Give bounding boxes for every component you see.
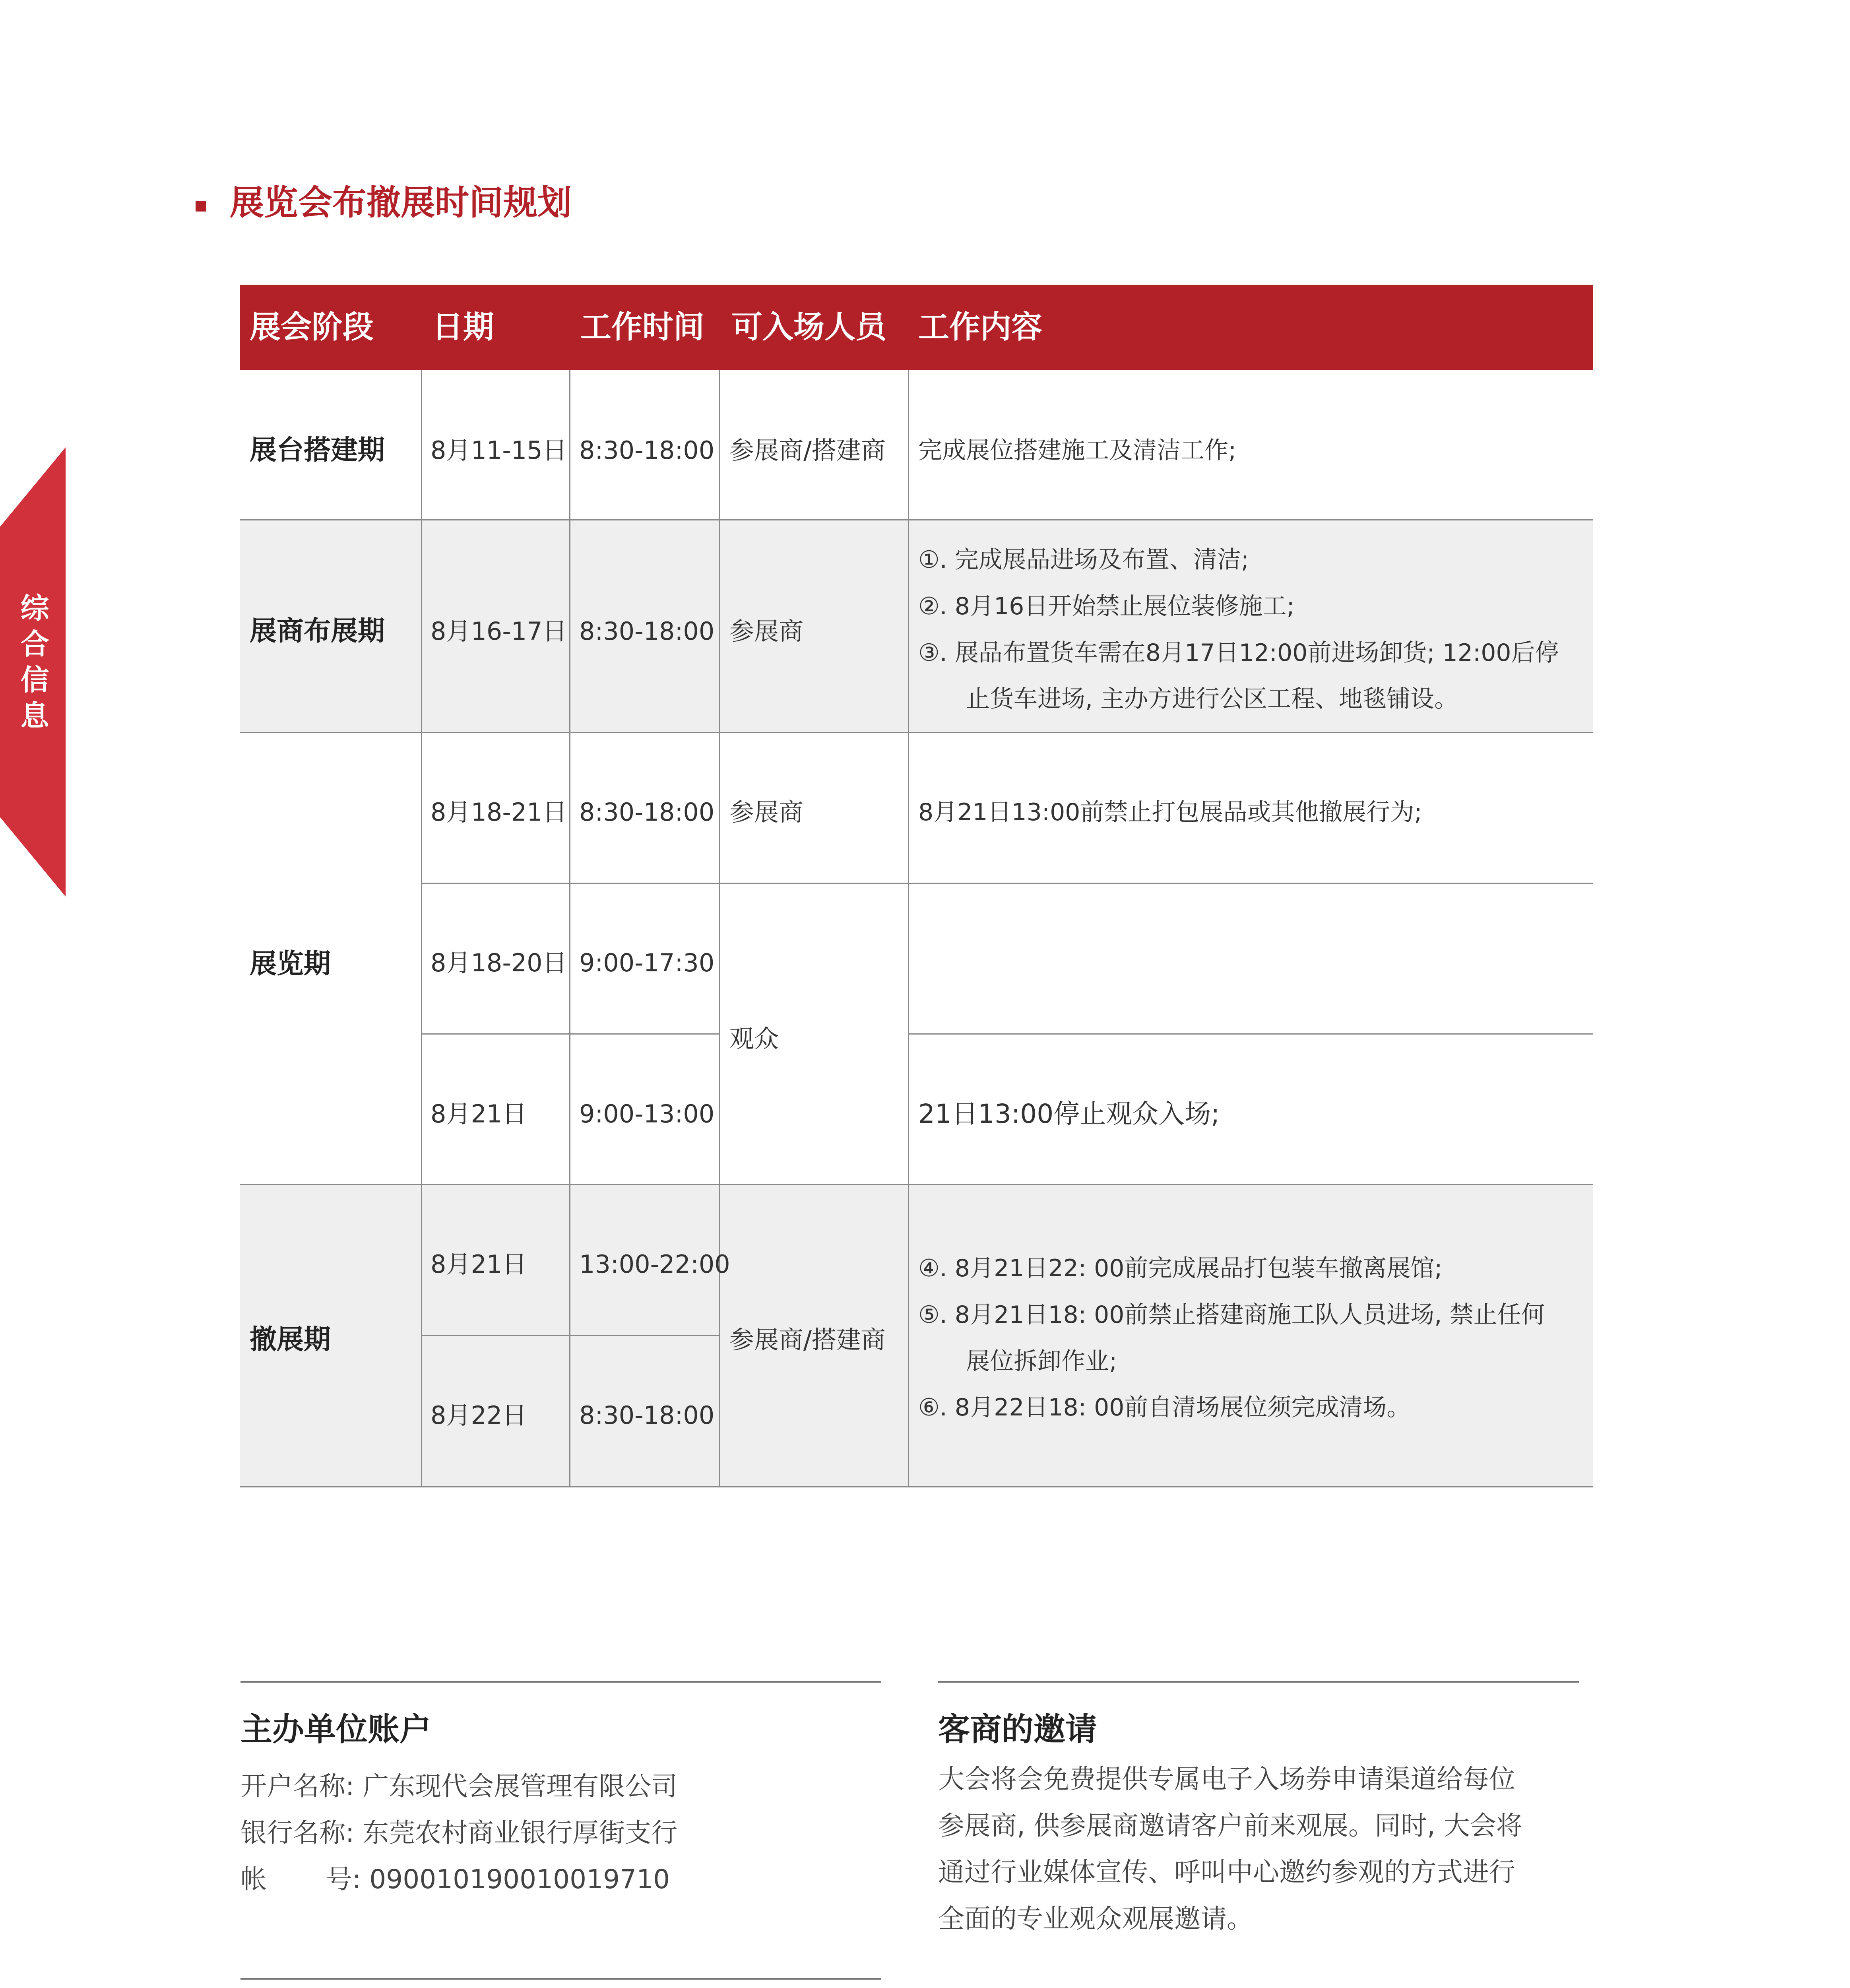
- side-tab-label: 综合信息: [20, 592, 49, 732]
- stage-cell: 撤展期: [250, 1324, 331, 1355]
- column-divider: [421, 370, 422, 1486]
- date-cell: 8月21日: [431, 1250, 527, 1279]
- header-content: 工作内容: [918, 309, 1043, 345]
- content-line: 8月21日13:00前禁止打包展品或其他撤展行为;: [918, 798, 1422, 826]
- content-line: ④. 8月21日22: 00前完成展品打包装车撤离展馆;: [918, 1254, 1443, 1282]
- invite-paragraph-line: 大会将会免费提供专属电子入场券申请渠道给每位: [938, 1764, 1515, 1794]
- time-cell: 8:30-18:00: [579, 436, 715, 465]
- time-cell: 9:00-17:30: [579, 948, 715, 977]
- people-cell: 参展商/搭建商: [729, 436, 886, 465]
- content-line: ③. 展品布置货车需在8月17日12:00前进场卸货; 12:00后停: [918, 639, 1559, 667]
- time-cell: 8:30-18:00: [579, 798, 715, 827]
- organizer-title: 主办单位账户: [240, 1711, 431, 1748]
- content-line: 21日13:00停止观众入场;: [918, 1099, 1220, 1129]
- date-cell: 8月11-15日: [431, 436, 567, 465]
- date-cell: 8月18-20日: [431, 948, 567, 977]
- section-rule: [938, 1681, 1579, 1683]
- content-line: 止货车进场, 主办方进行公区工程、地毯铺设。: [966, 685, 1458, 713]
- people-cell: 参展商: [729, 617, 804, 646]
- organizer-account-label: 帐: [240, 1864, 267, 1895]
- table-bottom-border: [240, 1486, 1593, 1487]
- header-time: 工作时间: [580, 309, 705, 345]
- organizer-line: 开户名称: 广东现代会展管理有限公司: [240, 1771, 678, 1802]
- section-rule: [240, 1681, 881, 1683]
- invite-title: 客商的邀请: [938, 1711, 1097, 1748]
- people-cell: 参展商/搭建商: [729, 1325, 886, 1354]
- stage-cell: 展览期: [250, 948, 331, 980]
- organizer-account-value: 号: 090010190010019710: [326, 1864, 670, 1895]
- people-cell: 观众: [729, 1024, 779, 1053]
- content-line: 展位拆卸作业;: [966, 1347, 1117, 1375]
- section-bullet: [196, 201, 206, 212]
- date-cell: 8月21日: [431, 1099, 527, 1128]
- invite-path-title: [938, 1986, 1262, 1988]
- section-title: 展览会布撤展时间规划: [230, 183, 572, 223]
- content-line: ①. 完成展品进场及布置、清洁;: [918, 546, 1249, 574]
- header-people: 可入场人员: [731, 309, 887, 345]
- invite-paragraph-line: 全面的专业观众观展邀请。: [938, 1903, 1253, 1934]
- date-cell: 8月18-21日: [431, 798, 567, 827]
- content-line: ⑥. 8月22日18: 00前自清场展位须完成清场。: [918, 1394, 1411, 1421]
- content-line: 完成展位搭建施工及清洁工作;: [918, 437, 1237, 464]
- row-divider: [421, 883, 1593, 884]
- header-date: 日期: [432, 309, 494, 345]
- invite-paragraph-line: 通过行业媒体宣传、呼叫中心邀约参观的方式进行: [938, 1857, 1515, 1887]
- stage-cell: 展台搭建期: [250, 435, 385, 466]
- row-divider: [908, 1033, 1593, 1035]
- section-rule: [240, 1978, 881, 1980]
- row-divider: [240, 519, 1593, 520]
- time-cell: 8:30-18:00: [579, 617, 715, 646]
- row-divider: [240, 1184, 1593, 1185]
- organizer-line: 银行名称: 东莞农村商业银行厚街支行: [240, 1817, 678, 1848]
- header-stage: 展会阶段: [250, 309, 374, 345]
- table-header: [240, 285, 1593, 370]
- time-cell: 9:00-13:00: [579, 1099, 715, 1128]
- row-divider: [240, 732, 1593, 733]
- invite-paragraph-line: 参展商, 供参展商邀请客户前来观展。同时, 大会将: [938, 1810, 1522, 1841]
- date-cell: 8月16-17日: [431, 617, 567, 646]
- date-cell: 8月22日: [431, 1401, 527, 1430]
- stage-cell: 展商布展期: [250, 615, 385, 647]
- content-line: ②. 8月16日开始禁止展位装修施工;: [918, 592, 1295, 620]
- people-cell: 参展商: [729, 798, 804, 827]
- content-line: ⑤. 8月21日18: 00前禁止搭建商施工队人员进场, 禁止任何: [918, 1301, 1545, 1329]
- time-cell: 8:30-18:00: [579, 1401, 715, 1430]
- column-divider: [569, 370, 570, 1486]
- column-divider: [719, 370, 720, 1486]
- column-divider: [908, 370, 909, 1486]
- time-cell: 13:00-22:00: [579, 1250, 730, 1279]
